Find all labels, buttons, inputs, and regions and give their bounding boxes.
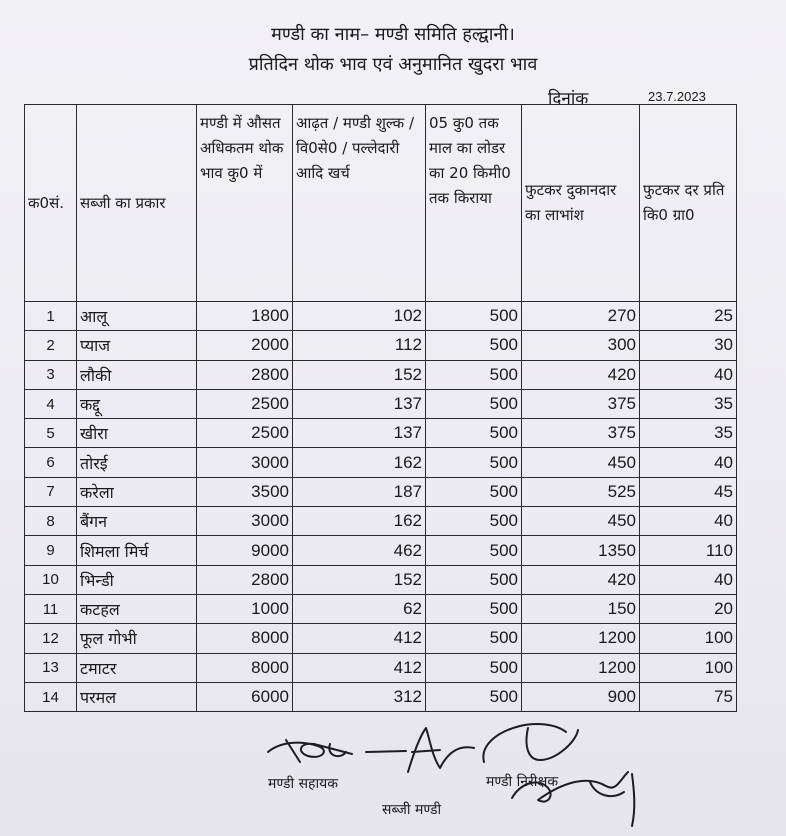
mandi-name-heading: मण्डी का नाम– मण्डी समिति हल्द्वानी। [271, 24, 515, 45]
cell-charges: 102 [293, 302, 426, 331]
cell-vegetable: बैंगन [77, 507, 197, 536]
table-row [25, 624, 737, 653]
cell-wholesale-price: 8000 [197, 624, 293, 653]
header-serial: क0सं. [25, 105, 77, 302]
cell-retail-rate: 30 [640, 331, 737, 360]
cell-serial: 10 [25, 565, 77, 594]
cell-retailer-margin: 420 [522, 360, 640, 389]
cell-wholesale-price: 2500 [197, 419, 293, 448]
market-caption: सब्जी मण्डी [382, 802, 442, 818]
cell-wholesale-price: 9000 [197, 536, 293, 565]
cell-wholesale-price: 2000 [197, 331, 293, 360]
cell-charges: 412 [293, 653, 426, 682]
cell-wholesale-price: 2800 [197, 565, 293, 594]
assistant-caption: मण्डी सहायक [268, 776, 338, 792]
cell-charges: 312 [293, 682, 426, 711]
inspector-caption: मण्डी निरीक्षक [486, 774, 559, 790]
cell-wholesale-price: 8000 [197, 653, 293, 682]
cell-wholesale-price: 3500 [197, 477, 293, 506]
date-label: दिनांक [548, 89, 589, 109]
header-wholesale-price: मण्डी में औसत अधिकतम थोक भाव कु0 में [197, 105, 293, 302]
table-row [25, 448, 737, 477]
cell-loader-fare: 500 [426, 448, 522, 477]
table-row [25, 419, 737, 448]
cell-retail-rate: 110 [640, 536, 737, 565]
table-row [25, 536, 737, 565]
cell-retail-rate: 40 [640, 360, 737, 389]
cell-vegetable: टमाटर [77, 653, 197, 682]
cell-serial: 5 [25, 419, 77, 448]
cell-loader-fare: 500 [426, 477, 522, 506]
cell-serial: 3 [25, 360, 77, 389]
table-row [25, 507, 737, 536]
cell-charges: 162 [293, 507, 426, 536]
header-retailer-margin: फुटकर दुकानदार का लाभांश [522, 105, 640, 302]
header-vegetable: सब्जी का प्रकार [77, 105, 197, 302]
cell-retail-rate: 40 [640, 507, 737, 536]
cell-vegetable: आलू [77, 302, 197, 331]
cell-serial: 14 [25, 682, 77, 711]
cell-retailer-margin: 450 [522, 507, 640, 536]
cell-wholesale-price: 3000 [197, 448, 293, 477]
table-header-row [25, 105, 737, 302]
cell-loader-fare: 500 [426, 507, 522, 536]
cell-wholesale-price: 1800 [197, 302, 293, 331]
cell-charges: 137 [293, 419, 426, 448]
cell-charges: 412 [293, 624, 426, 653]
cell-retailer-margin: 1200 [522, 624, 640, 653]
table-row [25, 389, 737, 418]
price-table [24, 104, 737, 712]
cell-charges: 112 [293, 331, 426, 360]
cell-wholesale-price: 3000 [197, 507, 293, 536]
cell-serial: 13 [25, 653, 77, 682]
cell-loader-fare: 500 [426, 536, 522, 565]
cell-charges: 62 [293, 594, 426, 623]
cell-retailer-margin: 900 [522, 682, 640, 711]
table-row [25, 360, 737, 389]
cell-loader-fare: 500 [426, 302, 522, 331]
cell-wholesale-price: 2800 [197, 360, 293, 389]
cell-retail-rate: 40 [640, 565, 737, 594]
cell-vegetable: कद्दू [77, 389, 197, 418]
cell-vegetable: फूल गोभी [77, 624, 197, 653]
cell-retail-rate: 35 [640, 389, 737, 418]
cell-retail-rate: 45 [640, 477, 737, 506]
cell-retailer-margin: 300 [522, 331, 640, 360]
cell-retailer-margin: 420 [522, 565, 640, 594]
cell-retailer-margin: 1350 [522, 536, 640, 565]
cell-retailer-margin: 525 [522, 477, 640, 506]
cell-retail-rate: 40 [640, 448, 737, 477]
price-list-title: प्रतिदिन थोक भाव एवं अनुमानित खुदरा भाव [248, 54, 538, 75]
cell-vegetable: तोरई [77, 448, 197, 477]
table-row [25, 594, 737, 623]
cell-serial: 2 [25, 331, 77, 360]
cell-loader-fare: 500 [426, 331, 522, 360]
cell-loader-fare: 500 [426, 389, 522, 418]
header-retail-rate: फुटकर दर प्रति कि0 ग्रा0 [640, 105, 737, 302]
cell-retail-rate: 75 [640, 682, 737, 711]
cell-retail-rate: 100 [640, 624, 737, 653]
cell-loader-fare: 500 [426, 653, 522, 682]
table-row [25, 653, 737, 682]
cell-loader-fare: 500 [426, 594, 522, 623]
table-row [25, 331, 737, 360]
cell-charges: 137 [293, 389, 426, 418]
cell-vegetable: परमल [77, 682, 197, 711]
cell-retail-rate: 25 [640, 302, 737, 331]
cell-vegetable: करेला [77, 477, 197, 506]
cell-vegetable: भिन्डी [77, 565, 197, 594]
cell-vegetable: शिमला मिर्च [77, 536, 197, 565]
cell-serial: 1 [25, 302, 77, 331]
table-row [25, 682, 737, 711]
header-loader-fare: 05 कु0 तक माल का लोडर का 20 किमी0 तक किराया [426, 105, 522, 302]
table-row [25, 565, 737, 594]
cell-wholesale-price: 6000 [197, 682, 293, 711]
cell-serial: 11 [25, 594, 77, 623]
cell-wholesale-price: 2500 [197, 389, 293, 418]
cell-loader-fare: 500 [426, 624, 522, 653]
cell-charges: 152 [293, 360, 426, 389]
cell-retailer-margin: 450 [522, 448, 640, 477]
date-value: 23.7.2023 [648, 89, 706, 104]
cell-wholesale-price: 1000 [197, 594, 293, 623]
cell-vegetable: लौकी [77, 360, 197, 389]
cell-loader-fare: 500 [426, 360, 522, 389]
header-charges: आढ़त / मण्डी शुल्क / वि0से0 / पल्लेदारी आदि खर्च [293, 105, 426, 302]
cell-loader-fare: 500 [426, 419, 522, 448]
cell-charges: 152 [293, 565, 426, 594]
cell-vegetable: खीरा [77, 419, 197, 448]
cell-retail-rate: 100 [640, 653, 737, 682]
cell-charges: 462 [293, 536, 426, 565]
cell-loader-fare: 500 [426, 682, 522, 711]
cell-serial: 7 [25, 477, 77, 506]
table-row [25, 302, 737, 331]
cell-retailer-margin: 150 [522, 594, 640, 623]
cell-serial: 9 [25, 536, 77, 565]
table-row [25, 477, 737, 506]
cell-vegetable: प्याज [77, 331, 197, 360]
cell-retailer-margin: 270 [522, 302, 640, 331]
cell-retailer-margin: 375 [522, 389, 640, 418]
cell-charges: 187 [293, 477, 426, 506]
cell-retail-rate: 35 [640, 419, 737, 448]
cell-charges: 162 [293, 448, 426, 477]
cell-serial: 6 [25, 448, 77, 477]
cell-loader-fare: 500 [426, 565, 522, 594]
cell-serial: 4 [25, 389, 77, 418]
cell-serial: 8 [25, 507, 77, 536]
cell-retailer-margin: 1200 [522, 653, 640, 682]
cell-retail-rate: 20 [640, 594, 737, 623]
cell-serial: 12 [25, 624, 77, 653]
cell-retailer-margin: 375 [522, 419, 640, 448]
cell-vegetable: कटहल [77, 594, 197, 623]
